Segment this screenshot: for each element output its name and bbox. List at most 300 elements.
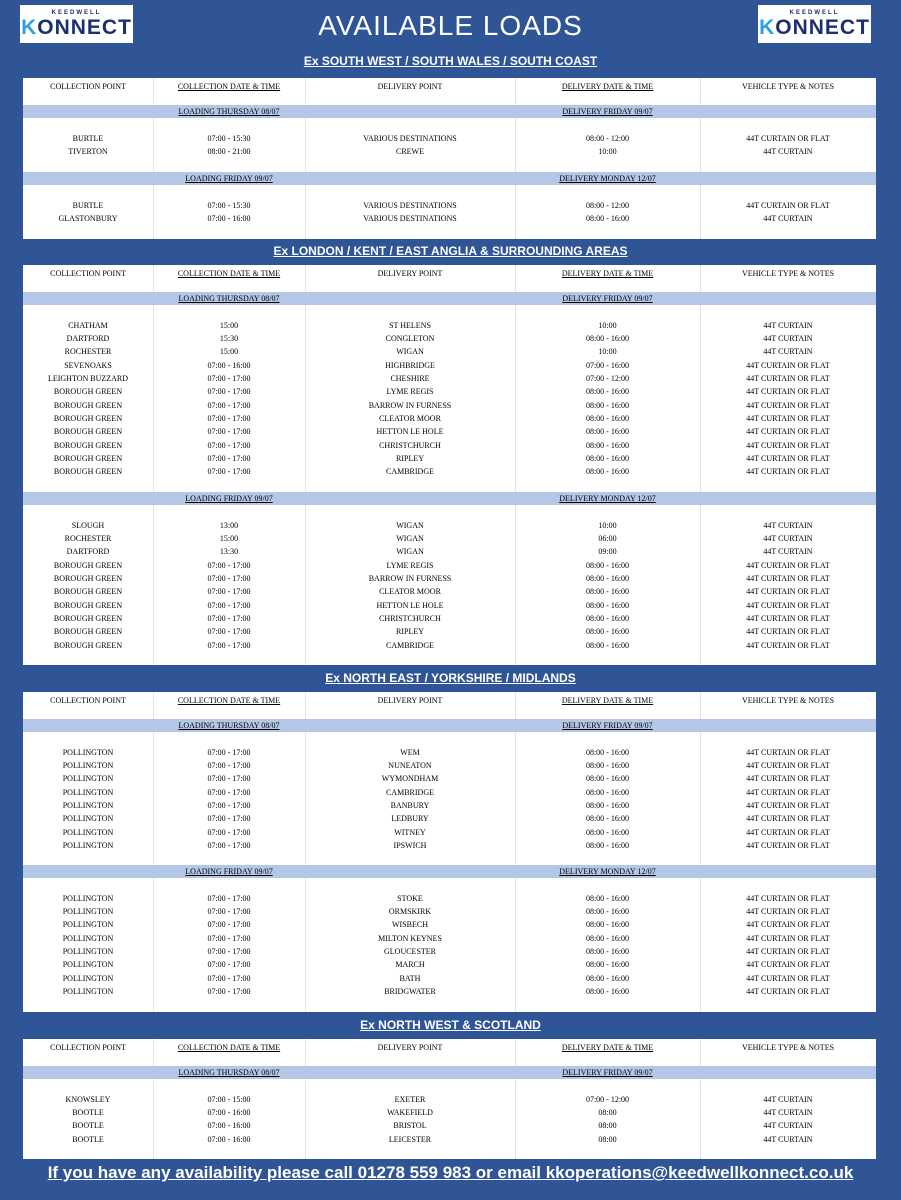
collection-point: BURTLE bbox=[72, 200, 104, 210]
delivery-point: WIGAN bbox=[396, 533, 424, 543]
collection-time: 13:30 bbox=[219, 547, 239, 557]
vehicle-type: 44T CURTAIN bbox=[763, 213, 813, 223]
vehicle-type: 44T CURTAIN OR FLAT bbox=[746, 640, 830, 650]
load-row bbox=[23, 972, 876, 985]
collection-time: 07:00 - 15:00 bbox=[207, 1094, 251, 1104]
load-row bbox=[23, 945, 876, 958]
delivery-point: CHESHIRE bbox=[390, 373, 430, 383]
collection-time: 07:00 - 17:00 bbox=[207, 467, 251, 477]
vehicle-type: 44T CURTAIN bbox=[763, 1094, 813, 1104]
loading-day-band bbox=[23, 492, 876, 505]
delivery-point: RIPLEY bbox=[396, 627, 424, 637]
collection-point: ROCHESTER bbox=[64, 347, 112, 357]
delivery-time: 08:00 - 16:00 bbox=[585, 933, 630, 943]
collection-time: 07:00 - 17:00 bbox=[207, 787, 251, 797]
delivery-time: 10:00 bbox=[598, 320, 617, 330]
delivery-point: CREWE bbox=[396, 146, 424, 156]
vehicle-type: 44T CURTAIN bbox=[763, 533, 813, 543]
collection-point: SLOUGH bbox=[71, 520, 105, 530]
delivery-point: WITNEY bbox=[394, 827, 426, 837]
collection-time: 07:00 - 17:00 bbox=[207, 827, 251, 837]
collection-time: 13:00 bbox=[219, 520, 239, 530]
vehicle-type: 44T CURTAIN bbox=[763, 1121, 813, 1131]
vehicle-type: 44T CURTAIN OR FLAT bbox=[746, 946, 830, 956]
delivery-day-label: DELIVERY FRIDAY 09/07 bbox=[562, 1068, 653, 1077]
delivery-day-label: DELIVERY FRIDAY 09/07 bbox=[562, 107, 653, 116]
vehicle-type: 44T CURTAIN OR FLAT bbox=[746, 600, 830, 610]
collection-time: 07:00 - 17:00 bbox=[207, 387, 251, 397]
delivery-point: VARIOUS DESTINATIONS bbox=[363, 213, 457, 223]
delivery-point: WISBECH bbox=[392, 920, 428, 930]
delivery-point: BRIDGWATER bbox=[384, 986, 436, 996]
column-header-row bbox=[23, 267, 876, 280]
collection-time: 07:00 - 15:30 bbox=[207, 200, 251, 210]
collection-point: POLLINGTON bbox=[62, 827, 114, 837]
delivery-point: RIPLEY bbox=[396, 453, 424, 463]
collection-point-header: COLLECTION POINT bbox=[50, 696, 126, 705]
load-row bbox=[23, 826, 876, 839]
delivery-point: VARIOUS DESTINATIONS bbox=[363, 133, 457, 143]
vehicle-type: 44T CURTAIN OR FLAT bbox=[746, 587, 830, 597]
vehicle-type: 44T CURTAIN OR FLAT bbox=[746, 933, 830, 943]
delivery-time: 08:00 - 16:00 bbox=[585, 333, 630, 343]
vehicle-type: 44T CURTAIN bbox=[763, 347, 813, 357]
vehicle-type: 44T CURTAIN OR FLAT bbox=[746, 986, 830, 996]
load-row bbox=[23, 345, 876, 358]
delivery-point: WAKEFIELD bbox=[387, 1107, 433, 1117]
collection-point: BOOTLE bbox=[72, 1121, 104, 1131]
loading-day-band bbox=[23, 865, 876, 878]
region-title: Ex NORTH EAST / YORKSHIRE / MIDLANDS bbox=[325, 671, 576, 685]
delivery-point: CLEATOR MOOR bbox=[379, 587, 441, 597]
delivery-point: BARROW IN FURNESS bbox=[368, 400, 452, 410]
vehicle-type: 44T CURTAIN bbox=[763, 333, 813, 343]
delivery-point: LEICESTER bbox=[388, 1134, 432, 1144]
delivery-time: 08:00 - 16:00 bbox=[585, 213, 630, 223]
collection-time: 07:00 - 16:00 bbox=[207, 1107, 251, 1117]
loading-day-label: LOADING THURSDAY 08/07 bbox=[178, 721, 280, 730]
logo-small-text: KEEDWELL bbox=[789, 9, 840, 16]
delivery-day-label: DELIVERY MONDAY 12/07 bbox=[559, 494, 656, 503]
collection-point: BOROUGH GREEN bbox=[53, 613, 123, 623]
load-row bbox=[23, 892, 876, 905]
collection-time: 07:00 - 17:00 bbox=[207, 760, 251, 770]
collection-point: KNOWSLEY bbox=[65, 1094, 111, 1104]
delivery-point-header: DELIVERY POINT bbox=[377, 1043, 443, 1052]
column-header-row bbox=[23, 80, 876, 93]
vehicle-type: 44T CURTAIN OR FLAT bbox=[746, 440, 830, 450]
delivery-point: CONGLETON bbox=[385, 333, 435, 343]
delivery-point: CAMBRIDGE bbox=[385, 640, 434, 650]
collection-time: 07:00 - 17:00 bbox=[207, 814, 251, 824]
delivery-point: VARIOUS DESTINATIONS bbox=[363, 200, 457, 210]
load-row bbox=[23, 746, 876, 759]
vehicle-type: 44T CURTAIN bbox=[763, 547, 813, 557]
delivery-point: IPSWICH bbox=[393, 840, 427, 850]
vehicle-type: 44T CURTAIN OR FLAT bbox=[746, 787, 830, 797]
collection-time: 07:00 - 15:30 bbox=[207, 133, 251, 143]
delivery-time: 08:00 - 16:00 bbox=[585, 774, 630, 784]
collection-point: BOROUGH GREEN bbox=[53, 413, 123, 423]
delivery-point-header: DELIVERY POINT bbox=[377, 82, 443, 91]
vehicle-type: 44T CURTAIN bbox=[763, 1107, 813, 1117]
vehicle-type: 44T CURTAIN bbox=[763, 320, 813, 330]
vehicle-notes-header: VEHICLE TYPE & NOTES bbox=[741, 1043, 835, 1052]
delivery-time: 08:00 - 16:00 bbox=[585, 400, 630, 410]
collection-time: 07:00 - 16:00 bbox=[207, 1121, 251, 1131]
load-row bbox=[23, 625, 876, 638]
collection-time: 15:00 bbox=[219, 347, 239, 357]
vehicle-type: 44T CURTAIN OR FLAT bbox=[746, 627, 830, 637]
collection-point: DARTFORD bbox=[66, 547, 110, 557]
delivery-point: LYME REGIS bbox=[386, 387, 434, 397]
collection-time: 07:00 - 17:00 bbox=[207, 573, 251, 583]
delivery-point: CAMBRIDGE bbox=[385, 467, 434, 477]
delivery-day-label: DELIVERY FRIDAY 09/07 bbox=[562, 294, 653, 303]
region-title: Ex LONDON / KENT / EAST ANGLIA & SURROUNDING AREAS bbox=[273, 244, 628, 258]
region-table bbox=[23, 692, 876, 1012]
load-row bbox=[23, 572, 876, 585]
collection-point: POLLINGTON bbox=[62, 814, 114, 824]
collection-time: 07:00 - 17:00 bbox=[207, 560, 251, 570]
load-row bbox=[23, 772, 876, 785]
delivery-time: 08:00 bbox=[598, 1134, 617, 1144]
delivery-time: 07:00 - 12:00 bbox=[585, 373, 630, 383]
vehicle-type: 44T CURTAIN OR FLAT bbox=[746, 200, 830, 210]
collection-point: POLLINGTON bbox=[62, 787, 114, 797]
delivery-time: 08:00 - 12:00 bbox=[585, 200, 630, 210]
collection-point-header: COLLECTION POINT bbox=[50, 1043, 126, 1052]
delivery-point: STOKE bbox=[397, 893, 423, 903]
collection-time: 07:00 - 17:00 bbox=[207, 413, 251, 423]
delivery-point: CLEATOR MOOR bbox=[379, 413, 441, 423]
column-header-row bbox=[23, 694, 876, 707]
collection-point: LEIGHTON BUZZARD bbox=[47, 373, 129, 383]
collection-time: 07:00 - 17:00 bbox=[207, 800, 251, 810]
load-row bbox=[23, 452, 876, 465]
delivery-point: MILTON KEYNES bbox=[378, 933, 442, 943]
collection-point: POLLINGTON bbox=[62, 774, 114, 784]
collection-time: 07:00 - 17:00 bbox=[207, 373, 251, 383]
collection-time: 07:00 - 17:00 bbox=[207, 920, 251, 930]
delivery-point: EXETER bbox=[394, 1094, 426, 1104]
collection-point: POLLINGTON bbox=[62, 986, 114, 996]
collection-point: BOROUGH GREEN bbox=[53, 387, 123, 397]
load-row bbox=[23, 918, 876, 931]
vehicle-type: 44T CURTAIN OR FLAT bbox=[746, 814, 830, 824]
collection-time: 07:00 - 17:00 bbox=[207, 946, 251, 956]
vehicle-type: 44T CURTAIN OR FLAT bbox=[746, 573, 830, 583]
vehicle-type: 44T CURTAIN OR FLAT bbox=[746, 960, 830, 970]
delivery-time: 08:00 - 16:00 bbox=[585, 467, 630, 477]
load-row bbox=[23, 145, 876, 158]
collection-time: 15:00 bbox=[219, 320, 239, 330]
delivery-point: CHRISTCHURCH bbox=[379, 440, 441, 450]
vehicle-type: 44T CURTAIN OR FLAT bbox=[746, 133, 830, 143]
load-row bbox=[23, 905, 876, 918]
load-row bbox=[23, 786, 876, 799]
load-row bbox=[23, 372, 876, 385]
vehicle-type: 44T CURTAIN bbox=[763, 520, 813, 530]
delivery-time: 08:00 - 16:00 bbox=[585, 986, 630, 996]
delivery-datetime-header: DELIVERY DATE & TIME bbox=[561, 82, 654, 91]
vehicle-type: 44T CURTAIN OR FLAT bbox=[746, 360, 830, 370]
delivery-datetime-header: DELIVERY DATE & TIME bbox=[561, 269, 654, 278]
collection-point: BOROUGH GREEN bbox=[53, 640, 123, 650]
vehicle-type: 44T CURTAIN OR FLAT bbox=[746, 560, 830, 570]
delivery-point: LYME REGIS bbox=[386, 560, 434, 570]
delivery-time: 08:00 - 16:00 bbox=[585, 587, 630, 597]
vehicle-type: 44T CURTAIN OR FLAT bbox=[746, 774, 830, 784]
load-row bbox=[23, 985, 876, 998]
delivery-time: 08:00 - 16:00 bbox=[585, 906, 630, 916]
page-title: AVAILABLE LOADS bbox=[318, 10, 583, 41]
column-header-row bbox=[23, 1041, 876, 1054]
delivery-point: GLOUCESTER bbox=[384, 946, 436, 956]
load-row bbox=[23, 532, 876, 545]
delivery-time: 08:00 - 16:00 bbox=[585, 800, 630, 810]
collection-time: 15:30 bbox=[219, 333, 239, 343]
vehicle-type: 44T CURTAIN OR FLAT bbox=[746, 827, 830, 837]
delivery-time: 08:00 - 16:00 bbox=[585, 627, 630, 637]
loading-day-band bbox=[23, 1066, 876, 1079]
load-row bbox=[23, 465, 876, 478]
delivery-point: HETTON LE HOLE bbox=[376, 427, 444, 437]
delivery-datetime-header: DELIVERY DATE & TIME bbox=[561, 696, 654, 705]
load-row bbox=[23, 412, 876, 425]
loading-day-band bbox=[23, 105, 876, 118]
vehicle-type: 44T CURTAIN OR FLAT bbox=[746, 747, 830, 757]
load-row bbox=[23, 1119, 876, 1132]
vehicle-type: 44T CURTAIN OR FLAT bbox=[746, 893, 830, 903]
delivery-time: 08:00 - 16:00 bbox=[585, 640, 630, 650]
collection-time: 07:00 - 17:00 bbox=[207, 747, 251, 757]
collection-time: 07:00 - 17:00 bbox=[207, 840, 251, 850]
vehicle-type: 44T CURTAIN OR FLAT bbox=[746, 613, 830, 623]
collection-time: 07:00 - 17:00 bbox=[207, 400, 251, 410]
collection-point: BOOTLE bbox=[72, 1107, 104, 1117]
loading-day-label: LOADING THURSDAY 08/07 bbox=[178, 107, 280, 116]
delivery-time: 08:00 - 16:00 bbox=[585, 427, 630, 437]
loading-day-label: LOADING THURSDAY 08/07 bbox=[178, 294, 280, 303]
delivery-time: 07:00 - 16:00 bbox=[585, 360, 630, 370]
vehicle-type: 44T CURTAIN OR FLAT bbox=[746, 413, 830, 423]
vehicle-notes-header: VEHICLE TYPE & NOTES bbox=[741, 696, 835, 705]
collection-time: 07:00 - 16:00 bbox=[207, 1134, 251, 1144]
collection-point: BOROUGH GREEN bbox=[53, 573, 123, 583]
delivery-time: 08:00 bbox=[598, 1107, 617, 1117]
footer-contact[interactable]: If you have any availability please call 01278 559 983 or email kkoperations@keedwellkonnect.co.uk bbox=[47, 1163, 854, 1182]
delivery-point-header: DELIVERY POINT bbox=[377, 696, 443, 705]
load-row bbox=[23, 439, 876, 452]
collection-point: GLASTONBURY bbox=[58, 213, 118, 223]
collection-datetime-header: COLLECTION DATE & TIME bbox=[177, 1043, 281, 1052]
collection-time: 07:00 - 17:00 bbox=[207, 600, 251, 610]
vehicle-type: 44T CURTAIN OR FLAT bbox=[746, 400, 830, 410]
region-table bbox=[23, 78, 876, 239]
collection-point: POLLINGTON bbox=[62, 800, 114, 810]
vehicle-type: 44T CURTAIN OR FLAT bbox=[746, 387, 830, 397]
collection-point-header: COLLECTION POINT bbox=[50, 82, 126, 91]
delivery-point: WIGAN bbox=[396, 347, 424, 357]
load-row bbox=[23, 639, 876, 652]
load-row bbox=[23, 332, 876, 345]
collection-time: 07:00 - 17:00 bbox=[207, 587, 251, 597]
collection-point: POLLINGTON bbox=[62, 840, 114, 850]
load-row bbox=[23, 319, 876, 332]
collection-point: BOROUGH GREEN bbox=[53, 587, 123, 597]
load-row bbox=[23, 199, 876, 212]
load-row bbox=[23, 1093, 876, 1106]
loading-day-label: LOADING FRIDAY 09/07 bbox=[185, 174, 273, 183]
load-row bbox=[23, 212, 876, 225]
delivery-time: 08:00 - 16:00 bbox=[585, 600, 630, 610]
delivery-time: 08:00 bbox=[598, 1121, 617, 1131]
vehicle-type: 44T CURTAIN OR FLAT bbox=[746, 453, 830, 463]
delivery-time: 08:00 - 16:00 bbox=[585, 920, 630, 930]
delivery-point: BATH bbox=[399, 973, 421, 983]
vehicle-type: 44T CURTAIN OR FLAT bbox=[746, 467, 830, 477]
load-row bbox=[23, 958, 876, 971]
collection-point: BOROUGH GREEN bbox=[53, 453, 123, 463]
load-row bbox=[23, 932, 876, 945]
collection-time: 15:00 bbox=[219, 533, 239, 543]
delivery-point: WIGAN bbox=[396, 520, 424, 530]
region-table bbox=[23, 1039, 876, 1159]
delivery-time: 08:00 - 16:00 bbox=[585, 573, 630, 583]
collection-point: BOROUGH GREEN bbox=[53, 400, 123, 410]
delivery-time: 08:00 - 16:00 bbox=[585, 613, 630, 623]
collection-time: 08:00 - 21:00 bbox=[207, 146, 251, 156]
load-row bbox=[23, 359, 876, 372]
collection-point: SEVENOAKS bbox=[64, 360, 112, 370]
load-row bbox=[23, 399, 876, 412]
delivery-time: 08:00 - 16:00 bbox=[585, 747, 630, 757]
collection-point: TIVERTON bbox=[68, 146, 108, 156]
delivery-time: 08:00 - 16:00 bbox=[585, 413, 630, 423]
delivery-time: 09:00 bbox=[598, 547, 617, 557]
collection-time: 07:00 - 16:00 bbox=[207, 360, 251, 370]
vehicle-type: 44T CURTAIN OR FLAT bbox=[746, 906, 830, 916]
collection-point: POLLINGTON bbox=[62, 933, 114, 943]
collection-time: 07:00 - 17:00 bbox=[207, 613, 251, 623]
collection-time: 07:00 - 17:00 bbox=[207, 906, 251, 916]
collection-datetime-header: COLLECTION DATE & TIME bbox=[177, 269, 281, 278]
delivery-time: 06:00 bbox=[598, 533, 617, 543]
delivery-point: ST HELENS bbox=[389, 320, 431, 330]
delivery-time: 08:00 - 16:00 bbox=[585, 760, 630, 770]
delivery-day-label: DELIVERY MONDAY 12/07 bbox=[559, 867, 656, 876]
load-row bbox=[23, 799, 876, 812]
collection-time: 07:00 - 17:00 bbox=[207, 893, 251, 903]
collection-time: 07:00 - 17:00 bbox=[207, 427, 251, 437]
load-row bbox=[23, 585, 876, 598]
delivery-time: 08:00 - 16:00 bbox=[585, 973, 630, 983]
delivery-point: BANBURY bbox=[390, 800, 430, 810]
loading-day-band bbox=[23, 292, 876, 305]
load-row bbox=[23, 1133, 876, 1146]
collection-point: POLLINGTON bbox=[62, 920, 114, 930]
collection-time: 07:00 - 17:00 bbox=[207, 973, 251, 983]
loading-day-band bbox=[23, 719, 876, 732]
delivery-point: BARROW IN FURNESS bbox=[368, 573, 452, 583]
delivery-time: 08:00 - 16:00 bbox=[585, 827, 630, 837]
collection-point: POLLINGTON bbox=[62, 760, 114, 770]
loading-day-label: LOADING FRIDAY 09/07 bbox=[185, 867, 273, 876]
collection-time: 07:00 - 17:00 bbox=[207, 986, 251, 996]
collection-point: BOROUGH GREEN bbox=[53, 440, 123, 450]
vehicle-type: 44T CURTAIN OR FLAT bbox=[746, 373, 830, 383]
delivery-point: CAMBRIDGE bbox=[385, 787, 434, 797]
collection-point-header: COLLECTION POINT bbox=[50, 269, 126, 278]
delivery-time: 08:00 - 16:00 bbox=[585, 787, 630, 797]
delivery-time: 08:00 - 16:00 bbox=[585, 814, 630, 824]
logo-small-text: KEEDWELL bbox=[51, 9, 102, 16]
delivery-point: LEDBURY bbox=[391, 814, 429, 824]
collection-point: BURTLE bbox=[72, 133, 104, 143]
vehicle-type: 44T CURTAIN OR FLAT bbox=[746, 760, 830, 770]
delivery-datetime-header: DELIVERY DATE & TIME bbox=[561, 1043, 654, 1052]
collection-point: POLLINGTON bbox=[62, 747, 114, 757]
delivery-point: WEM bbox=[400, 747, 420, 757]
load-row bbox=[23, 545, 876, 558]
load-row bbox=[23, 519, 876, 532]
delivery-time: 08:00 - 16:00 bbox=[585, 560, 630, 570]
collection-point: CHATHAM bbox=[68, 320, 108, 330]
collection-point: POLLINGTON bbox=[62, 960, 114, 970]
delivery-time: 08:00 - 16:00 bbox=[585, 946, 630, 956]
delivery-time: 07:00 - 12:00 bbox=[585, 1094, 630, 1104]
collection-point: BOROUGH GREEN bbox=[53, 427, 123, 437]
delivery-time: 08:00 - 16:00 bbox=[585, 893, 630, 903]
vehicle-type: 44T CURTAIN bbox=[763, 146, 813, 156]
delivery-point: WYMONDHAM bbox=[381, 774, 439, 784]
delivery-time: 08:00 - 16:00 bbox=[585, 453, 630, 463]
delivery-time: 08:00 - 16:00 bbox=[585, 840, 630, 850]
load-row bbox=[23, 599, 876, 612]
collection-point: BOROUGH GREEN bbox=[53, 467, 123, 477]
delivery-point: MARCH bbox=[395, 960, 425, 970]
collection-datetime-header: COLLECTION DATE & TIME bbox=[177, 696, 281, 705]
collection-point: DARTFORD bbox=[66, 333, 110, 343]
delivery-point: HIGHBRIDGE bbox=[385, 360, 435, 370]
load-row bbox=[23, 759, 876, 772]
delivery-time: 08:00 - 12:00 bbox=[585, 133, 630, 143]
collection-time: 07:00 - 17:00 bbox=[207, 933, 251, 943]
collection-point: POLLINGTON bbox=[62, 893, 114, 903]
vehicle-notes-header: VEHICLE TYPE & NOTES bbox=[741, 82, 835, 91]
logo-big-text: KONNECT bbox=[21, 15, 132, 39]
load-row bbox=[23, 425, 876, 438]
loading-day-band bbox=[23, 172, 876, 185]
delivery-time: 10:00 bbox=[598, 520, 617, 530]
delivery-point: CHRISTCHURCH bbox=[379, 613, 441, 623]
delivery-point: BRISTOL bbox=[393, 1121, 427, 1131]
load-row bbox=[23, 612, 876, 625]
collection-time: 07:00 - 17:00 bbox=[207, 440, 251, 450]
delivery-time: 08:00 - 16:00 bbox=[585, 387, 630, 397]
delivery-point: HETTON LE HOLE bbox=[376, 600, 444, 610]
delivery-point: WIGAN bbox=[396, 547, 424, 557]
vehicle-notes-header: VEHICLE TYPE & NOTES bbox=[741, 269, 835, 278]
delivery-point-header: DELIVERY POINT bbox=[377, 269, 443, 278]
load-row bbox=[23, 385, 876, 398]
region-title: Ex NORTH WEST & SCOTLAND bbox=[360, 1018, 541, 1032]
load-row bbox=[23, 839, 876, 852]
logo-right bbox=[758, 5, 871, 43]
collection-point: ROCHESTER bbox=[64, 533, 112, 543]
loading-day-label: LOADING THURSDAY 08/07 bbox=[178, 1068, 280, 1077]
